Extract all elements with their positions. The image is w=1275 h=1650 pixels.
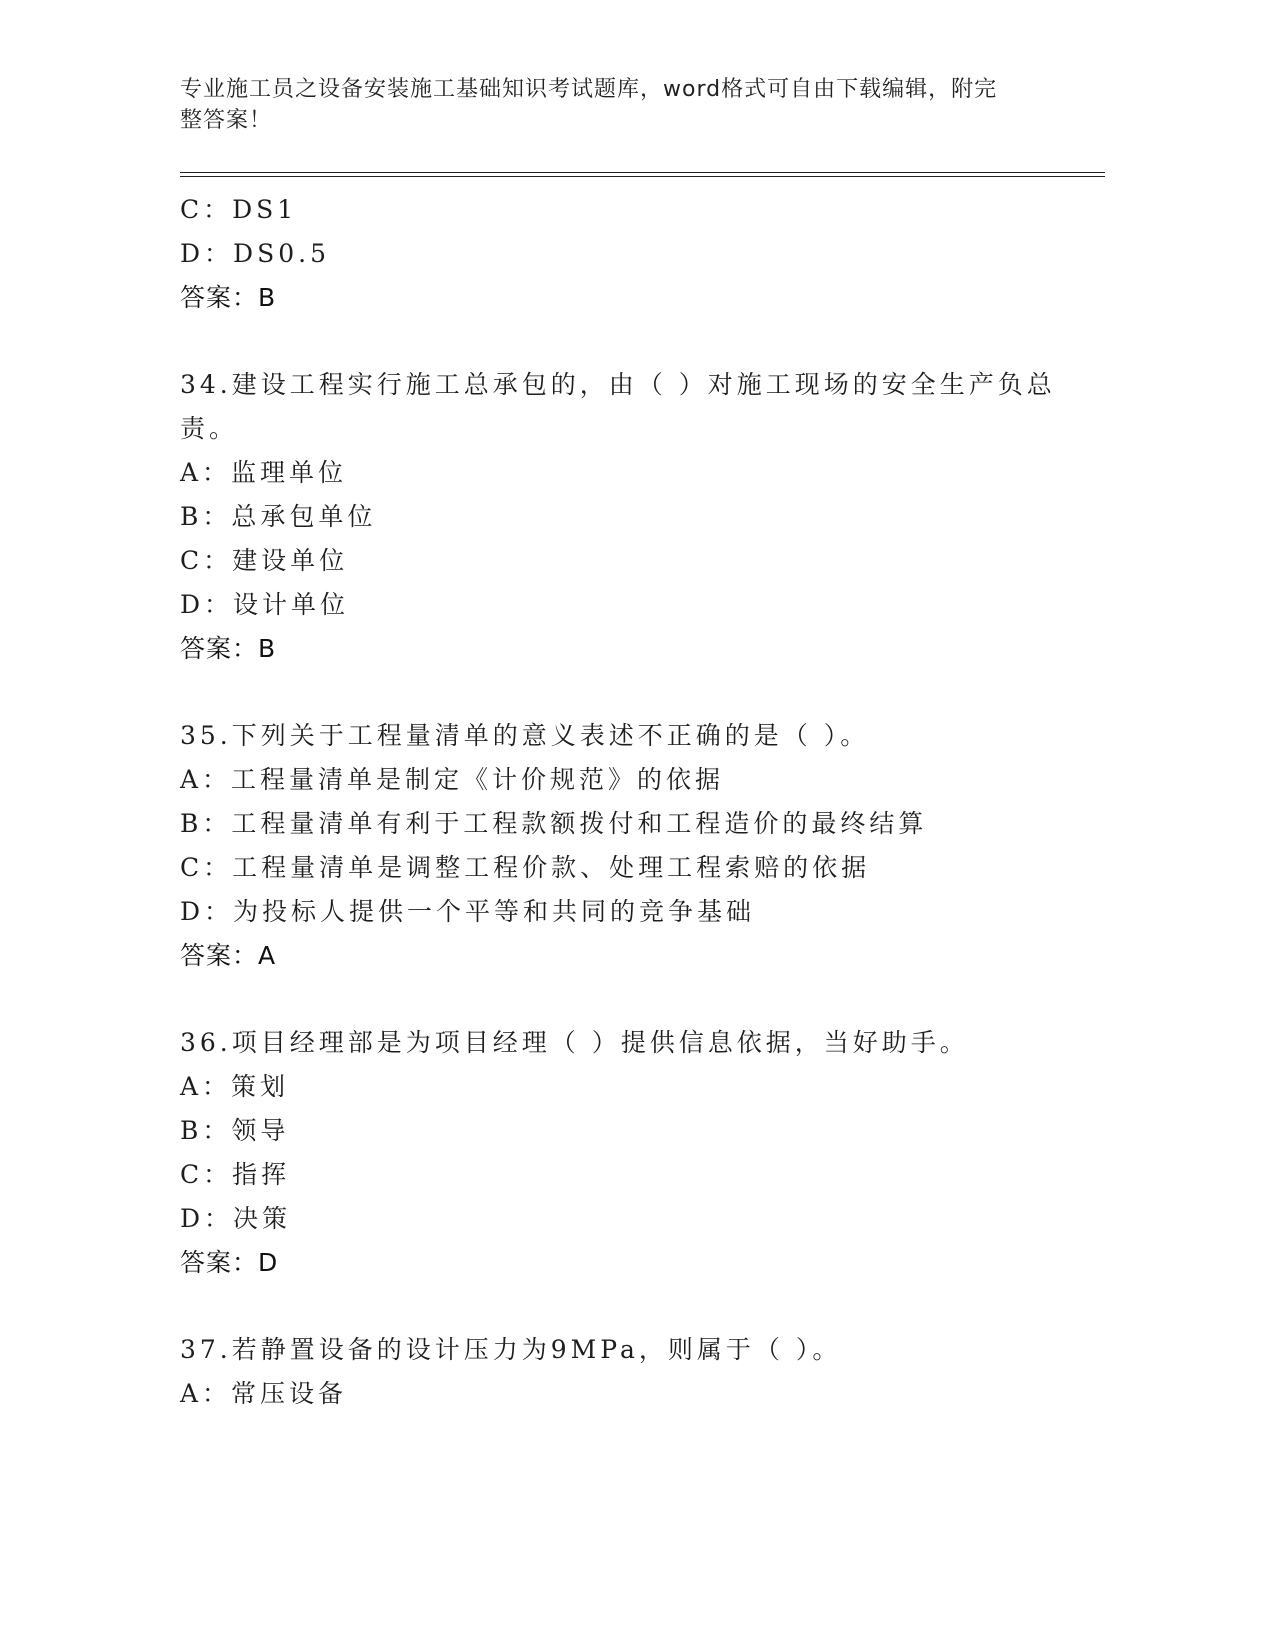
option-c: C：工程量清单是调整工程价款、处理工程索赔的依据 [180, 853, 871, 882]
spacer [180, 671, 1100, 714]
question-35 [180, 714, 1100, 978]
question-stem: 35.下列关于工程量清单的意义表述不正确的是（ ）。 [180, 721, 870, 750]
question-stem: 37.若静置设备的设计压力为9MPa，则属于（ ）。 [180, 1335, 842, 1364]
document-header [180, 74, 1060, 136]
header-line-1: 专业施工员之设备安装施工基础知识考试题库，word格式可自由下载编辑，附完 [180, 77, 998, 102]
option-b: B：总承包单位 [180, 502, 377, 531]
question-33-remainder [180, 188, 1100, 320]
option-d: D：为投标人提供一个平等和共同的竞争基础 [180, 897, 756, 926]
option-a: A：工程量清单是制定《计价规范》的依据 [180, 765, 725, 794]
question-stem-line-1: 34.建设工程实行施工总承包的，由（ ）对施工现场的安全生产负总 [180, 370, 1056, 399]
option-a: A：监理单位 [180, 458, 348, 487]
option-c: C：建设单位 [180, 546, 349, 575]
option-d: D：决策 [180, 1204, 292, 1233]
question-36 [180, 1021, 1100, 1285]
question-stem: 36.项目经理部是为项目经理（ ）提供信息依据，当好助手。 [180, 1028, 969, 1057]
answer: 答案：B [180, 634, 277, 663]
header-divider-top [180, 172, 1105, 173]
question-list [180, 188, 1100, 1416]
option-c: C：DS1 [180, 195, 298, 224]
question-stem-line-2: 责。 [180, 414, 239, 443]
header-line-2: 整答案！ [180, 108, 273, 133]
header-divider-bottom [180, 176, 1105, 177]
question-34 [180, 363, 1100, 671]
option-d: D：DS0.5 [180, 239, 330, 268]
option-c: C：指挥 [180, 1160, 291, 1189]
option-b: B：工程量清单有利于工程款额拨付和工程造价的最终结算 [180, 809, 928, 838]
answer: 答案：A [180, 941, 277, 970]
answer: 答案：B [180, 283, 277, 312]
question-37 [180, 1328, 1100, 1416]
option-a: A：策划 [180, 1072, 290, 1101]
spacer [180, 978, 1100, 1021]
option-b: B：领导 [180, 1116, 290, 1145]
spacer [180, 320, 1100, 363]
spacer [180, 1285, 1100, 1328]
answer: 答案：D [180, 1248, 279, 1277]
option-d: D：设计单位 [180, 590, 350, 619]
option-a: A：常压设备 [180, 1379, 348, 1408]
